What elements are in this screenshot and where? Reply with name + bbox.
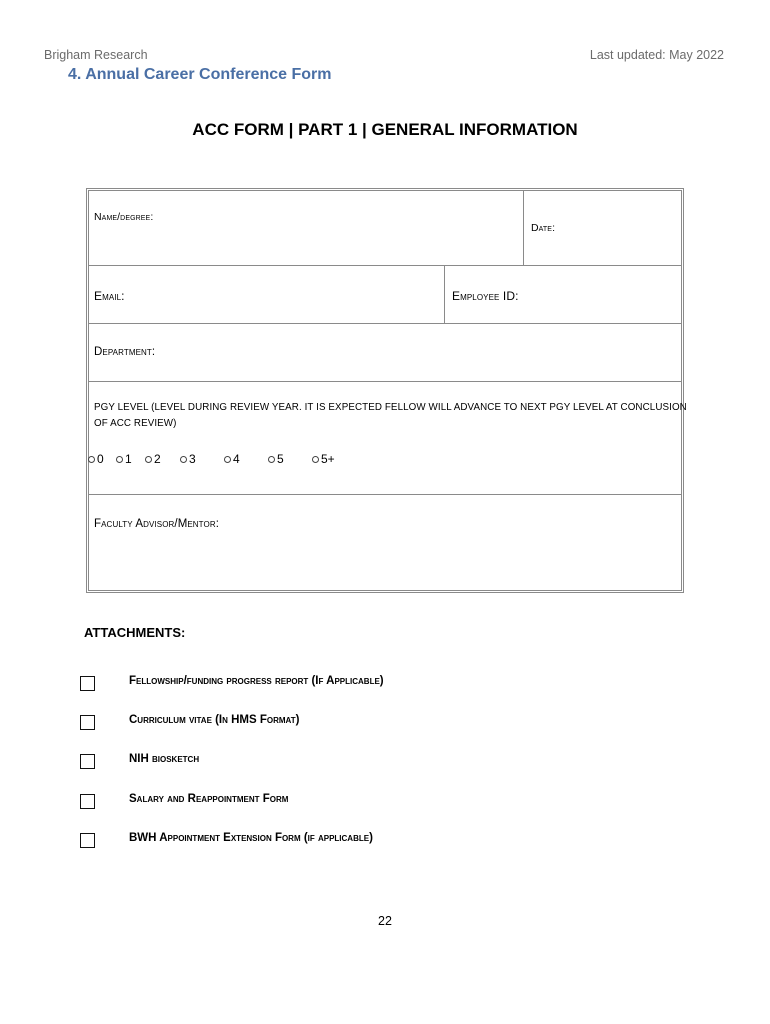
pgy-radio-5[interactable]: 5 — [268, 452, 284, 466]
divider-row-2 — [88, 323, 682, 324]
divider-row-4 — [88, 494, 682, 495]
form-title: ACC FORM | PART 1 | GENERAL INFORMATION — [192, 120, 578, 139]
radio-circle-icon — [312, 456, 319, 463]
general-info-form — [86, 188, 684, 593]
page-number: 22 — [378, 914, 392, 928]
pgy-radio-2[interactable]: 2 — [145, 452, 161, 466]
pgy-radio-3[interactable]: 3 — [180, 452, 196, 466]
pgy-level-label-line1: PGY LEVEL (LEVEL DURING REVIEW YEAR. IT IS EXPECTED FELLOW WILL ADVANCE TO NEXT PGY LEVEL AT CONCLUSION — [94, 402, 687, 413]
pgy-radio-4[interactable]: 4 — [224, 452, 240, 466]
attachment-label: Salary and Reappointment Form — [129, 793, 289, 805]
divider-row-3 — [88, 381, 682, 382]
radio-circle-icon — [116, 456, 123, 463]
pgy-radio-0[interactable]: 0 — [88, 452, 104, 466]
radio-circle-icon — [268, 456, 275, 463]
divider-employee-id — [444, 266, 445, 323]
attachment-label: BWH Appointment Extension Form (if applicable) — [129, 832, 373, 844]
attachment-label: NIH biosketch — [129, 753, 200, 765]
attachment-item[interactable] — [80, 831, 373, 849]
divider-date — [523, 191, 524, 266]
radio-circle-icon — [224, 456, 231, 463]
divider-row-1 — [88, 265, 682, 266]
faculty-advisor-field[interactable]: Faculty Advisor/Mentor: — [94, 518, 220, 530]
attachments-title: ATTACHMENTS: — [84, 625, 186, 640]
radio-circle-icon — [180, 456, 187, 463]
attachment-item[interactable] — [80, 713, 300, 731]
attachment-item[interactable] — [80, 674, 384, 692]
attachment-label: Curriculum vitae (In HMS Format) — [129, 714, 300, 726]
attachment-item[interactable] — [80, 752, 200, 770]
pgy-radio-1[interactable]: 1 — [116, 452, 132, 466]
checkbox[interactable] — [80, 794, 95, 809]
header-updated: Last updated: May 2022 — [589, 48, 724, 62]
pgy-radio-5plus[interactable]: 5+ — [312, 452, 335, 466]
section-title: 4. Annual Career Conference Form — [68, 66, 332, 83]
radio-circle-icon — [88, 456, 95, 463]
pgy-level-label-line2: OF ACC REVIEW) — [94, 418, 177, 429]
email-field[interactable]: Email: — [94, 289, 125, 303]
radio-circle-icon — [145, 456, 152, 463]
name-degree-field[interactable]: Name/degree: — [94, 211, 154, 223]
attachment-item[interactable] — [80, 792, 289, 810]
checkbox[interactable] — [80, 754, 95, 769]
date-field[interactable]: Date: — [531, 222, 556, 234]
header-org: Brigham Research — [44, 48, 148, 62]
checkbox[interactable] — [80, 833, 95, 848]
checkbox[interactable] — [80, 676, 95, 691]
employee-id-field[interactable]: Employee ID: — [452, 289, 519, 303]
attachment-label: Fellowship/funding progress report (If Applicable) — [129, 675, 384, 687]
checkbox[interactable] — [80, 715, 95, 730]
department-field[interactable]: Department: — [94, 346, 156, 358]
